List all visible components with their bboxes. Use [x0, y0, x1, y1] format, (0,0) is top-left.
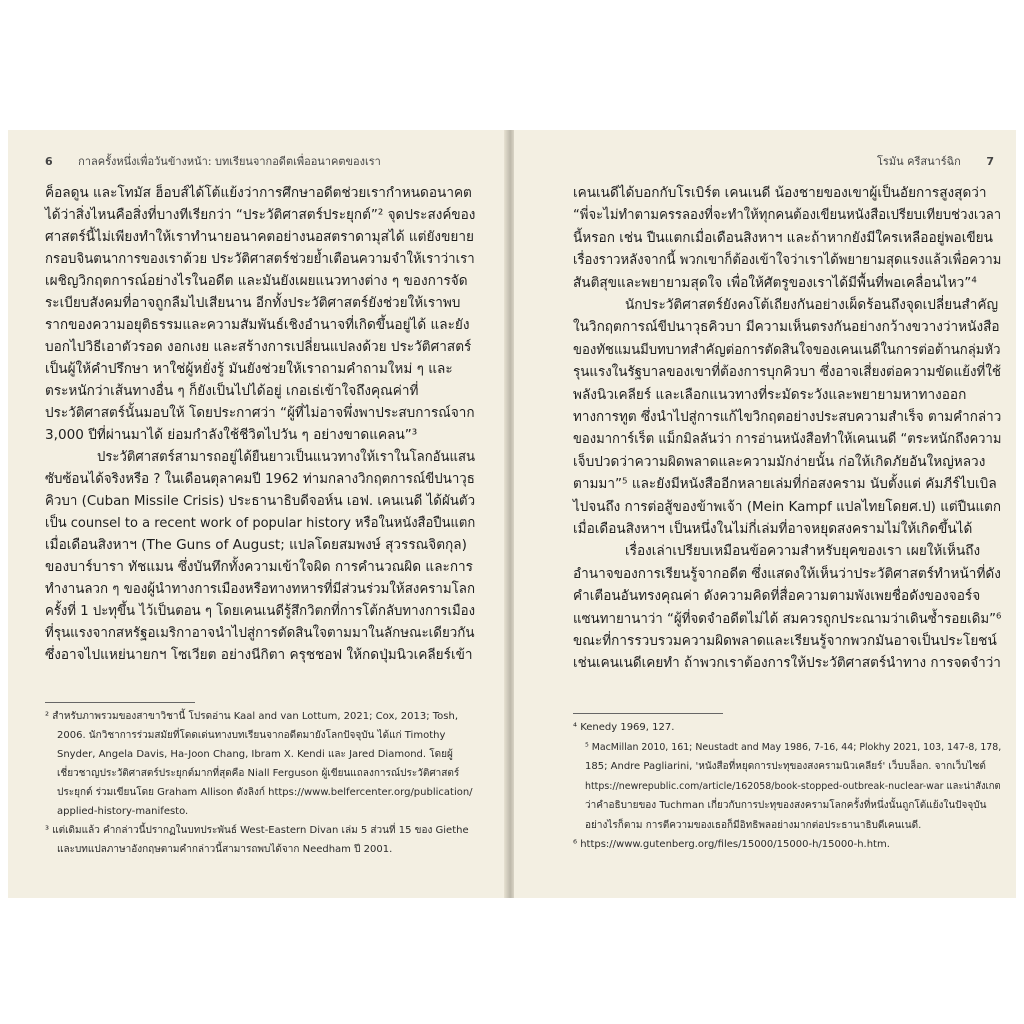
footnote-line: ² สำหรับภาพรวมของสาขาวิชานี้ โปรดอ่าน Kaal and van Lottum, 2021; Cox, 2013; Tosh,	[45, 711, 458, 722]
text-line: ครั้งที่ 1 ปะทุขึ้น ไว้เป็นตอน ๆ โดยเคนเนดีรู้สึกวิตกที่การโต้กลับทางการเมือง	[45, 603, 476, 619]
footnote-line: applied-history-manifesto.	[57, 806, 189, 817]
text-line: เป็นผู้ให้คำปรึกษา หาใช่ผู้หยั่งรู้ มันยังช่วยให้เราถามคำถามใหม่ ๆ และ	[45, 361, 453, 377]
footnote-line: https://newrepublic.com/article/162058/book-stopped-outbreak-nuclear-war และน่าสังเกต	[585, 780, 1001, 792]
left-page-header	[45, 152, 381, 170]
text-line: แซนทายานาว่า “ผู้ที่จดจำอดีตไม่ได้ สมควรถูกประณามว่าเดินซ้ำรอยเดิม”⁶	[573, 610, 1002, 627]
text-line: เมื่อเดือนสิงหาฯ (The Guns of August; แปลโดยสมพงษ์ สุวรรณจิตกุล)	[45, 537, 467, 553]
footnote-rule	[45, 702, 195, 703]
text-line: อำนาจของการเรียนรู้จากอดีต ซึ่งแสดงให้เห็นว่าประวัติศาสตร์ทำหน้าที่ดัง	[573, 565, 1001, 582]
text-line: ค็อลดูน และโทมัส ฮ็อบส์ได้โต้แย้งว่าการศึกษาอดีตช่วยเรากำหนดอนาคต	[45, 185, 472, 201]
text-line: กรอบจินตนาการของเราด้วย ประวัติศาสตร์ช่วยย้ำเตือนความจำให้เราว่าเรา	[45, 251, 475, 267]
text-line: พลังนิวเคลียร์ และเลือกแนวทางที่ระมัดระวังและพยายามหาทางออก	[573, 386, 967, 403]
text-line: เจ็บปวดว่าความผิดพลาดและความมักง่ายนั้น ก่อให้เกิดภัยอันใหญ่หลวง	[573, 453, 986, 470]
text-line: เคนเนดีได้บอกกับโรเบิร์ต เคนเนดี น้องชายของเขาผู้เป็นอัยการสูงสุดว่า	[573, 185, 987, 201]
text-line: ระเบียบสังคมที่อาจถูกลืมไปเสียนาน อีกทั้งประวัติศาสตร์ยังช่วยให้เราพบ	[45, 295, 461, 311]
open-book-spread	[8, 130, 1016, 898]
text-line: เรื่องเล่าเปรียบเหมือนข้อความสำหรับยุคของเรา เผยให้เห็นถึง	[625, 543, 981, 560]
text-line: ในวิกฤตการณ์ขีปนาวุธคิวบา มีความเห็นตรงกันอย่างกว้างขวางว่าหนังสือ	[573, 319, 1000, 336]
text-line: ประวัติศาสตร์นั้นมอบให้ โดยประกาศว่า “ผู้ที่ไม่อาจพึ่งพาประสบการณ์จาก	[45, 405, 475, 421]
text-line: ของบาร์บารา ทัชแมน ซึ่งบันทึกทั้งความเข้าใจผิด การคำนวณผิด และการ	[45, 559, 473, 575]
text-line: คำเตือนอันทรงคุณค่า ดังความคิดที่สื่อความตามพังเพยชื่อดังของจอร์จ	[573, 588, 981, 605]
text-line: “พี่จะไม่ทำตามครรลองที่จะทำให้ทุกคนต้องเขียนหนังสือเปรียบเทียบช่วงเวลา	[573, 207, 1002, 224]
footnote-line: และบทแปลภาษาอังกฤษตามคำกล่าวนี้สามารถพบได้จาก Needham ปี 2001.	[57, 844, 393, 855]
footnote-line: อย่างไรก็ตาม การตีความของเธอก็มีอิทธิพลอย่างมากต่อประธานาธิบดีเคนเนดี.	[585, 819, 922, 831]
footnote-line: ⁵ MacMillan 2010, 161; Neustadt and May 1986, 7-16, 44; Plokhy 2021, 103, 147-8, 178,	[585, 741, 1002, 753]
text-line: ประวัติศาสตร์สามารถอยู่ได้ยืนยาวเป็นแนวทางให้เราในโลกอันแสน	[97, 449, 476, 465]
text-line: ซับซ้อนได้จริงหรือ ? ในเดือนตุลาคมปี 1962 ท่ามกลางวิกฤตการณ์ขีปนาวุธ	[45, 471, 475, 487]
text-line: ของทัชแมนมีบทบาทสำคัญต่อการตัดสินใจของเคนเนดีในการต่อต้านกลุ่มหัว	[573, 341, 1001, 358]
left-page	[8, 130, 508, 898]
text-line: ที่รุนแรงจากสหรัฐอเมริกาอาจนำไปสู่การตัดสินใจตามมาในลักษณะเดียวกัน	[45, 625, 475, 641]
text-line: ทำงานลวก ๆ ของผู้นำทางการเมืองหรือทางทหารที่มีส่วนร่วมให้สงครามโลก	[45, 581, 476, 597]
footnote-line: ³ แต่เดิมแล้ว คำกล่าวนี้ปรากฏในบทประพันธ์ West-Eastern Divan เล่ม 5 ส่วนที่ 15 ของ Giethe	[45, 825, 469, 836]
text-line: ตระหนักว่าเส้นทางอื่น ๆ ก็ยังเป็นไปได้อยู่ เกอเธ่เข้าใจถึงคุณค่าที่	[45, 383, 419, 399]
right-page	[514, 130, 1016, 898]
text-line: เมื่อเดือนสิงหาฯ เป็นหนึ่งในไม่กี่เล่มที่อาจหยุดสงครามไม่ให้เกิดขึ้นได้	[573, 521, 973, 537]
footnote-line: Snyder, Angela Davis, Ha-Joon Chang, Ibram X. Kendi และ Jared Diamond. โดยผู้	[57, 749, 453, 760]
text-line: ได้ว่าสิ่งไหนคือสิ่งที่บางทีเรียกว่า “ประวัติศาสตร์ประยุกต์”² จุดประสงค์ของ	[45, 207, 476, 223]
text-line: ตามมา”⁵ และยังมีหนังสืออีกหลายเล่มที่ก่อสงคราม นับตั้งแต่ คัมภีร์ไบเบิล	[573, 476, 997, 493]
right-page-header	[877, 152, 994, 170]
running-head: กาลครั้งหนึ่งเพื่อวันข้างหน้า: บทเรียนจากอดีตเพื่ออนาคตของเรา	[78, 155, 381, 168]
footnote-line: 2006. นักวิชาการร่วมสมัยที่โดดเด่นทางบทเรียนจากอดีตมายังโลกปัจจุบัน ได้แก่ Timothy	[57, 730, 446, 741]
footnote-rule	[573, 713, 723, 714]
text-line: 3,000 ปีที่ผ่านมาได้ ย่อมกำลังใช้ชีวิตไปวัน ๆ อย่างขาดแคลน”³	[45, 427, 418, 443]
text-line: ทางการทูต ซึ่งนำไปสู่การแก้ไขวิกฤตอย่างประสบความสำเร็จ ตามคำกล่าว	[573, 409, 1002, 425]
running-head: โรมัน ครีสนาร์ฉิก	[877, 155, 961, 168]
text-line: นี้หรอก เช่น ปืนแตกเมื่อเดือนสิงหาฯ และถ้าหากยังมีใครเหลืออยู่พอเขียน	[573, 229, 993, 246]
text-line: ขณะที่การรวบรวมความผิดพลาดและเรียนรู้จากพวกมันอาจเป็นประโยชน์	[573, 633, 997, 649]
text-line: เผชิญวิกฤตการณ์อย่างไรในอดีต และมันยังเผยแนวทางต่าง ๆ ของการจัด	[45, 273, 468, 289]
text-line: ของมาการ์เร็ต แม็กมิลลันว่า การอ่านหนังสือทำให้เคนเนดี “ตระหนักถึงความ	[573, 431, 1002, 448]
text-line: บอกไปวิธีเอาตัวรอด งอกเงย และสร้างการเปลี่ยนแปลงด้วย ประวัติศาสตร์	[45, 339, 472, 355]
footnote-line: ⁶ https://www.gutenberg.org/files/15000/15000-h/15000-h.htm.	[573, 839, 890, 850]
footnote-line: ว่าคำอธิบายของ Tuchman เกี่ยวกับการปะทุของสงครามโลกครั้งที่หนึ่งนั้นถูกโต้แย้งในปัจจุบัน	[585, 800, 987, 811]
text-line: ไปจนถึง การต่อสู้ของข้าพเจ้า (Mein Kampf แปลไทยโดยศ.ป) แต่ปืนแตก	[573, 498, 1002, 515]
text-line: รากของความอยุติธรรมและความสัมพันธ์เชิงอำนาจที่เกิดขึ้นอยู่ได้ และยัง	[45, 317, 470, 333]
text-line: ศาสตร์นี้ไม่เพียงทำให้เราทำนายอนาคตอย่างนอสตราดามุสได้ แต่ยังขยาย	[45, 229, 474, 245]
page-number: 6	[45, 155, 53, 168]
footnote-line: ⁴ Kenedy 1969, 127.	[573, 722, 675, 733]
text-line: เช่นเคนเนดีเคยทำ ถ้าพวกเราต้องการให้ประวัติศาสตร์นำทาง การจดจำว่า	[573, 655, 1001, 672]
footnote-line: เชี่ยวชาญประวัติศาสตร์ประยุกต์มากที่สุดคือ Niall Ferguson ผู้เขียนแถลงการณ์ประวัติศาสตร์	[57, 768, 460, 779]
text-line: สันติสุขและพยายามสุดใจ เพื่อให้ศัตรูของเราได้มีพื้นที่พอเคลื่อนไหว”⁴	[573, 274, 977, 291]
footnote-line: 185; Andre Pagliarini, 'หนังสือที่หยุดการปะทุของสงครามนิวเคลียร์' เว็บบล็อก. จากเว็บไซต์	[585, 761, 986, 772]
text-line: นักประวัติศาสตร์ยังคงโต้เถียงกันอย่างเผ็ดร้อนถึงจุดเปลี่ยนสำคัญ	[625, 297, 999, 313]
text-line: เป็น counsel to a recent work of popular history หรือในหนังสือปืนแตก	[45, 515, 476, 531]
page-number: 7	[986, 155, 994, 168]
footnote-line: ประยุกต์ ร่วมเขียนโดย Graham Allison ดังลิงก์ https://www.belfercenter.org/publication/	[57, 787, 473, 798]
text-line: คิวบา (Cuban Missile Crisis) ประธานาธิบดีจอห์น เอฟ. เคนเนดี ได้ผันตัว	[45, 493, 476, 509]
text-line: รุนแรงในรัฐบาลของเขาที่ต้องการบุกคิวบา ซึ่งอาจเสี่ยงต่อความขัดแย้งที่ใช้	[573, 364, 1002, 381]
text-line: เรื่องราวหลังจากนี้ พวกเขาก็ต้องเข้าใจว่าเราได้พยายามสุดแรงแล้วเพื่อความ	[573, 252, 1002, 269]
text-line: ซึ่งอาจไปแหย่นายกฯ โซเวียต อย่างนีกิตา ครุชชอฟ ให้กดปุ่มนิวเคลียร์เข้า	[45, 647, 473, 663]
